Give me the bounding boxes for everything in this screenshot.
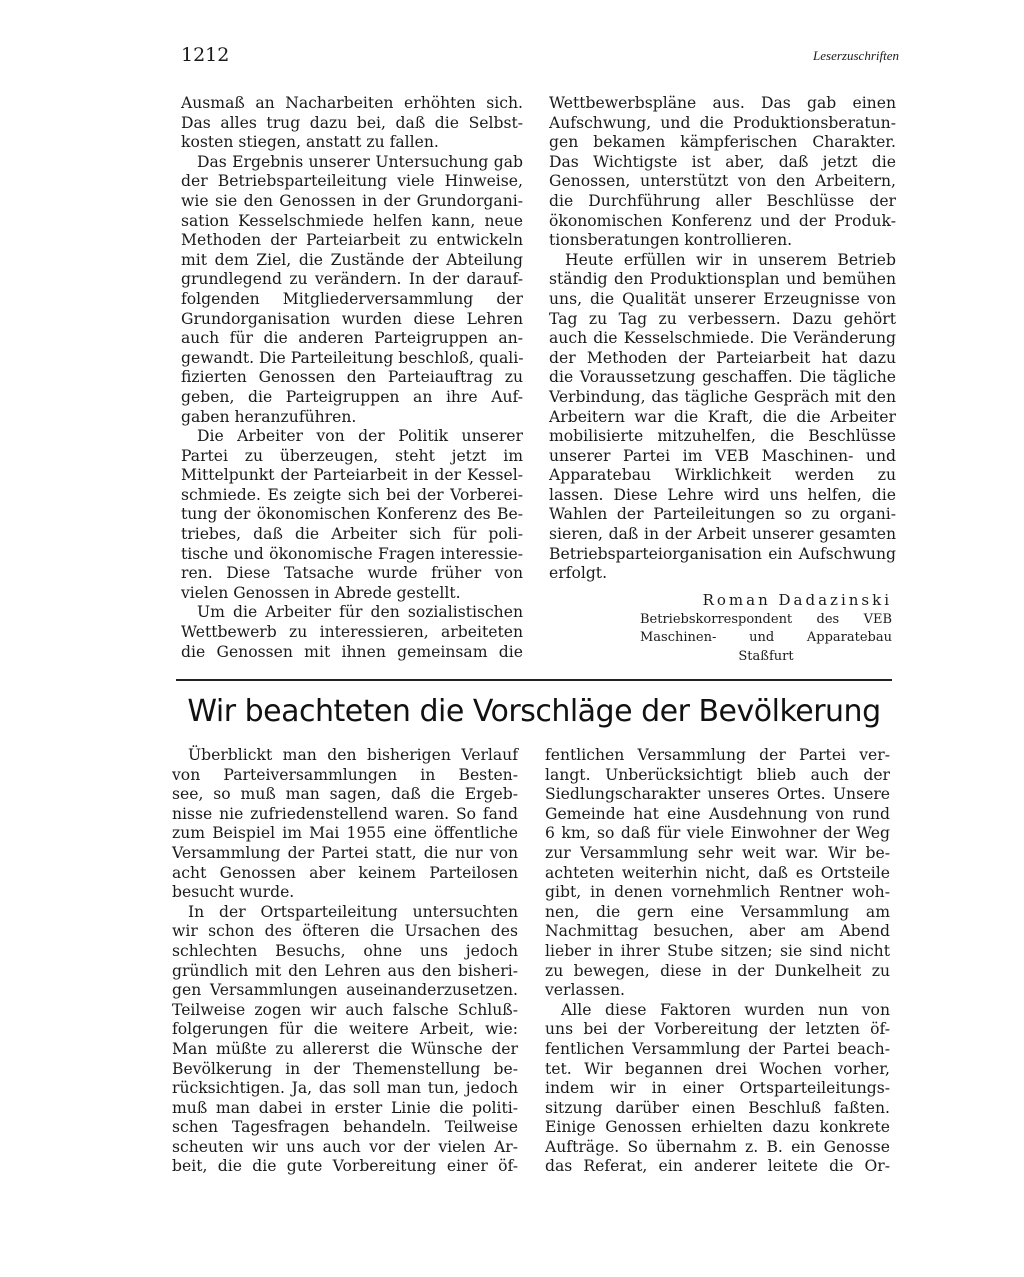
text-line: tische und ökonomische Fragen interessie- <box>181 544 523 563</box>
article2-left-column <box>172 746 518 1177</box>
text-line: Die Arbeiter von der Politik unserer <box>197 427 523 446</box>
text-line: schen Tagesfragen behandeln. Teilweise <box>172 1118 518 1137</box>
text-line: nen, die gern eine Versammlung am <box>545 902 890 921</box>
text-line: fizierten Genossen den Parteiauftrag zu <box>181 368 523 387</box>
text-line: wir schon des öfteren die Ursachen des <box>172 922 518 941</box>
text-line: fentlichen Versammlung der Partei ver- <box>545 746 890 764</box>
text-line: gen Versammlungen auseinanderzusetzen. <box>172 981 518 1000</box>
text-line: rücksichtigen. Ja, das soll man tun, jedoch <box>172 1079 518 1098</box>
text-line: schlechten Besuchs, ohne uns jedoch <box>172 941 518 960</box>
page-header <box>181 44 899 70</box>
text-line: gaben heranzuführen. <box>181 407 357 426</box>
text-line: Um die Arbeiter für den sozialistischen <box>197 603 523 622</box>
text-line: sieren, daß in der Arbeit unserer gesamten <box>549 525 896 544</box>
text-line: uns, die Qualität unserer Erzeugnisse von <box>549 289 896 308</box>
text-line: Überblickt man den bisherigen Verlauf <box>188 746 518 764</box>
text-line: scheuten wir uns auch vor der vielen Ar- <box>172 1137 518 1156</box>
author-role: Betriebskorrespondent des VEB <box>640 611 892 627</box>
text-line: gewandt. Die Parteileitung beschloß, quali- <box>181 348 524 367</box>
text-line: die Voraussetzung geschaffen. Die tägliche <box>549 368 896 387</box>
text-line: kosten stiegen, anstatt zu fallen. <box>181 133 439 152</box>
text-line: Nachmittag besuchen, aber am Abend <box>545 922 890 941</box>
text-line: zu bewegen, diese in der Dunkelheit zu <box>545 961 890 980</box>
text-line: verlassen. <box>545 981 626 1000</box>
text-line: das Referat, ein anderer leitete die Or- <box>545 1157 890 1176</box>
text-line: beit, die die gute Vorbereitung einer öf- <box>172 1157 518 1176</box>
text-line: tung der ökonomischen Konferenz des Be- <box>181 505 523 524</box>
text-line: die Genossen mit ihnen gemeinsam die <box>181 642 523 661</box>
text-line: erfolgt. <box>549 564 608 583</box>
article1-right-column <box>549 94 896 584</box>
text-line: der Methoden der Parteiarbeit hat dazu <box>549 348 896 367</box>
text-line: sation Kesselschmiede helfen kann, neue <box>181 211 523 230</box>
text-line: muß man dabei in erster Linie die politi- <box>172 1098 518 1117</box>
text-line: schmiede. Es zeigte sich bei der Vorberei- <box>181 485 523 504</box>
text-line: zum Beispiel im Mai 1955 eine öffentliche <box>172 824 518 843</box>
text-line: Das alles trug dazu bei, daß die Selbst- <box>181 113 523 132</box>
text-line: see, so muß man sagen, daß die Ergeb- <box>172 785 518 804</box>
text-line: Versammlung der Partei statt, die nur von <box>172 843 518 862</box>
text-line: die Durchführung aller Beschlüsse der <box>549 191 896 210</box>
text-line: mit dem Ziel, die Zustände der Abteilung <box>181 250 523 269</box>
text-line: langt. Unberücksichtigt blieb auch der <box>545 765 890 784</box>
text-line: zur Versammlung sehr weit war. Wir be- <box>545 843 890 862</box>
section-divider <box>176 679 892 681</box>
article2-right-column <box>545 746 890 1177</box>
text-line: In der Ortsparteileitung untersuchten <box>188 902 518 921</box>
text-line: Wettbewerb zu interessieren, arbeiteten <box>181 623 523 642</box>
page-number: 1212 <box>181 44 230 66</box>
text-line: gibt, in denen vornehmlich Rentner woh- <box>545 883 890 902</box>
text-line: Siedlungscharakter unseres Ortes. Unsere <box>545 785 890 804</box>
text-line: grundlegend zu verändern. In der darauf- <box>181 270 523 289</box>
author-signature <box>640 591 892 666</box>
text-line: Tag zu Tag zu verbessern. Dazu gehört <box>549 309 896 328</box>
text-line: Grundorganisation wurden diese Lehren <box>181 309 523 328</box>
text-line: Genossen, unterstützt von den Arbeitern, <box>549 172 896 191</box>
text-line: Ausmaß an Nacharbeiten erhöhten sich. <box>181 94 523 112</box>
text-line: lieber in ihrer Stube sitzen; sie sind nicht <box>545 941 890 960</box>
text-line: folgenden Mitgliederversammlung der <box>181 289 523 308</box>
text-line: tet. Wir begannen drei Wochen vorher, <box>545 1059 890 1078</box>
text-line: Gemeinde hat eine Ausdehnung von rund <box>545 804 890 823</box>
text-line: achteten weiterhin nicht, daß es Ortsteile <box>545 863 890 882</box>
text-line: Arbeitern war die Kraft, die die Arbeiter <box>549 407 896 426</box>
text-line: gen bekamen kämpferischen Charakter. <box>549 133 896 152</box>
text-line: tionsberatungen kontrollieren. <box>549 231 793 250</box>
text-line: Aufträge. So übernahm z. B. ein Genosse <box>545 1137 890 1156</box>
article2-headline: Wir beachteten die Vorschläge der Bevölkerung <box>187 694 881 729</box>
text-line: auch für die anderen Parteigruppen an- <box>181 329 523 348</box>
author-company: Maschinen- und Apparatebau <box>640 630 892 645</box>
text-line: gründlich mit den Lehren aus den bisheri- <box>172 961 518 980</box>
text-line: mobilisierte mitzuhelfen, die Beschlüsse <box>549 427 896 446</box>
text-line: Aufschwung, und die Produktionsberatun- <box>549 113 896 132</box>
text-line: Teilweise zogen wir auch falsche Schluß- <box>172 1000 518 1019</box>
text-line: Das Ergebnis unserer Untersuchung gab <box>197 152 523 171</box>
text-line: Alle diese Faktoren wurden nun von <box>561 1000 890 1019</box>
author-name: Roman Dadazinski <box>702 591 892 609</box>
text-line: auch die Kesselschmiede. Die Veränderung <box>549 329 896 348</box>
text-line: sitzung darüber einen Beschluß faßten. <box>545 1098 890 1117</box>
text-line: von Parteiversammlungen in Besten- <box>172 765 518 784</box>
text-line: Wahlen der Parteileitungen so zu organi- <box>549 505 896 524</box>
text-line: 6 km, so daß für viele Einwohner der Weg <box>545 824 890 843</box>
text-line: Partei zu überzeugen, steht jetzt im <box>181 446 523 465</box>
text-line: uns bei der Vorbereitung der letzten öf- <box>545 1020 890 1039</box>
text-line: fentlichen Versammlung der Partei beach- <box>545 1039 890 1058</box>
text-line: Mittelpunkt der Parteiarbeit in der Kessel- <box>181 466 523 485</box>
text-line: Wettbewerbspläne aus. Das gab einen <box>549 94 896 112</box>
text-line: Einige Genossen erhielten dazu konkrete <box>545 1118 890 1137</box>
text-line: Betriebsparteiorganisation ein Aufschwung <box>549 544 896 563</box>
text-line: besucht wurde. <box>172 883 295 902</box>
author-location: Staßfurt <box>738 648 794 664</box>
text-line: wie sie den Genossen in der Grundorgani- <box>181 191 523 210</box>
text-line: Methoden der Parteiarbeit zu entwickeln <box>181 231 523 250</box>
text-line: ren. Diese Tatsache wurde früher von <box>181 564 523 583</box>
text-line: Verbindung, das tägliche Gespräch mit den <box>549 387 896 406</box>
text-line: ständig den Produktionsplan und bemühen <box>549 270 896 289</box>
text-line: Man müßte zu allererst die Wünsche der <box>172 1039 518 1058</box>
text-line: der Betriebsparteileitung viele Hinweise, <box>181 172 523 191</box>
text-line: triebes, daß die Arbeiter sich für poli- <box>181 525 523 544</box>
text-line: lassen. Diese Lehre wird uns helfen, die <box>549 485 896 504</box>
text-line: geben, die Parteigruppen an ihre Auf- <box>181 387 523 406</box>
text-line: Bevölkerung in der Themenstellung be- <box>172 1059 518 1078</box>
text-line: Das Wichtigste ist aber, daß jetzt die <box>549 152 896 171</box>
text-line: Heute erfüllen wir in unserem Betrieb <box>565 250 896 269</box>
text-line: ökonomischen Konferenz und der Produk- <box>549 211 896 230</box>
text-line: folgerungen für die weitere Arbeit, wie: <box>172 1020 518 1039</box>
text-line: nisse nie zufriedenstellend waren. So fand <box>172 804 518 823</box>
article1-left-column <box>181 94 523 662</box>
text-line: indem wir in einer Ortsparteileitungs- <box>545 1079 890 1098</box>
text-line: vielen Genossen in Abrede gestellt. <box>181 583 461 602</box>
running-title: Leserzuschriften <box>813 48 899 63</box>
text-line: acht Genossen aber keinem Parteilosen <box>172 863 518 882</box>
text-line: unserer Partei im VEB Maschinen- und <box>549 446 896 465</box>
text-line: Apparatebau Wirklichkeit werden zu <box>549 466 896 485</box>
